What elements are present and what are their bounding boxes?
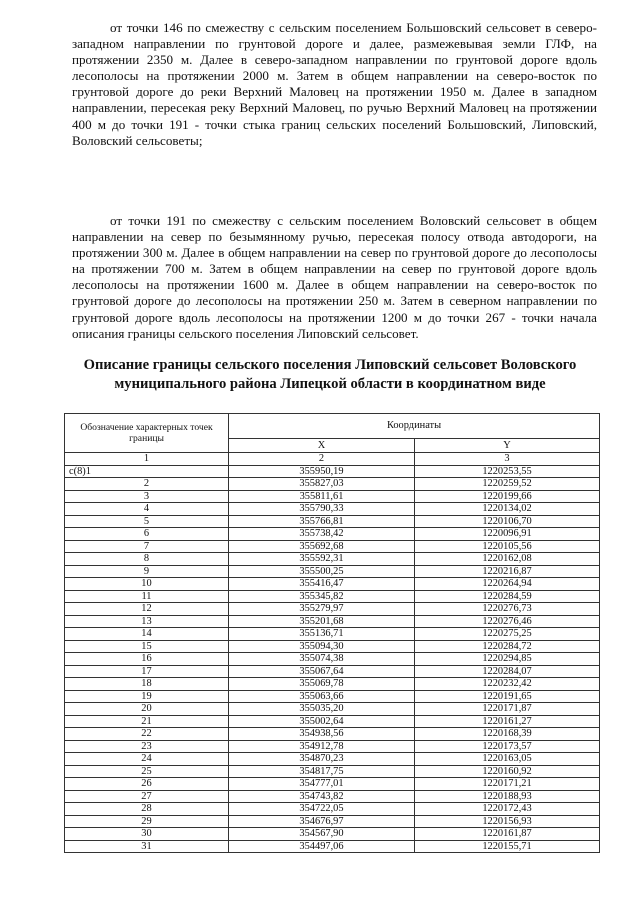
table-row bbox=[65, 690, 600, 703]
y-cell: 1220134,02 bbox=[415, 503, 600, 516]
point-cell: 26 bbox=[65, 778, 229, 791]
table-row bbox=[65, 790, 600, 803]
table-body bbox=[65, 465, 600, 853]
x-cell: 355827,03 bbox=[229, 478, 415, 491]
table-row bbox=[65, 490, 600, 503]
x-cell: 354497,06 bbox=[229, 840, 415, 853]
boundary-paragraph-1: от точки 146 по смежеству с сельским поселением Большовский сельсовет в северо-западном направлении по грунтовой дороге и далее, размежевывая земли ГЛФ, на протяжении 2350 м. Далее в северо-западном направлении по грунтовой дороге вдоль лесополосы на протяжении 2000 м. Затем в общем направлении на северо-восток по грунтовой дороге до реки Верхний Маловец на протяжении 1950 м. Далее в западном направлении, пересекая реку Верхний Маловец, по ручью Верхний Маловец на протяжении 400 м до точки 191 - точки стыка границ сельских поселений Большовский, Липовский, Воловский сельсоветы; bbox=[72, 20, 597, 148]
y-cell: 1220155,71 bbox=[415, 840, 600, 853]
table-row bbox=[65, 815, 600, 828]
coordinates-table bbox=[64, 413, 600, 853]
table-row bbox=[65, 753, 600, 766]
y-cell: 1220171,87 bbox=[415, 703, 600, 716]
x-cell: 355738,42 bbox=[229, 528, 415, 541]
x-cell: 354743,82 bbox=[229, 790, 415, 803]
point-designation-header: Обозначение характерных точек границы bbox=[65, 414, 229, 453]
point-cell: 27 bbox=[65, 790, 229, 803]
x-header: X bbox=[229, 439, 415, 453]
table-row bbox=[65, 465, 600, 478]
y-cell: 1220188,93 bbox=[415, 790, 600, 803]
heading-line-2: муниципального района Липецкой области в координатном виде bbox=[114, 376, 546, 392]
point-cell: 4 bbox=[65, 503, 229, 516]
x-cell: 355201,68 bbox=[229, 615, 415, 628]
x-cell: 355592,31 bbox=[229, 553, 415, 566]
y-cell: 1220161,87 bbox=[415, 828, 600, 841]
point-cell: 3 bbox=[65, 490, 229, 503]
y-header: Y bbox=[415, 439, 600, 453]
table-row bbox=[65, 740, 600, 753]
boundary-paragraph-2: от точки 191 по смежеству с сельским поселением Воловский сельсовет в общем направлении на север по безымянному ручью, пересекая полосу отвода автодороги, на протяжении 300 м. Далее в общем направлении на север по грунтовой дороге до лесополосы на протяжении 700 м. Затем в общем направлении на север по грунтовой дороге вдоль лесополосы на протяжении 1600 м. Далее в общем направлении на северо-восток по грунтовой дороге до лесополосы на протяжении 250 м. Затем в северном направлении по грунтовой дороге вдоль лесополосы на протяжении 1200 м до точки 267 - точки начала описания границы сельского поселения Липовский сельсовет. bbox=[72, 213, 597, 341]
y-cell: 1220105,56 bbox=[415, 540, 600, 553]
column-number-3: 3 bbox=[415, 453, 600, 466]
table-row bbox=[65, 665, 600, 678]
y-cell: 1220161,27 bbox=[415, 715, 600, 728]
point-cell: 28 bbox=[65, 803, 229, 816]
coordinates-heading bbox=[60, 356, 600, 394]
y-cell: 1220156,93 bbox=[415, 815, 600, 828]
table-row bbox=[65, 603, 600, 616]
x-cell: 354567,90 bbox=[229, 828, 415, 841]
x-cell: 354938,56 bbox=[229, 728, 415, 741]
table-row bbox=[65, 540, 600, 553]
table-row bbox=[65, 653, 600, 666]
point-cell: 17 bbox=[65, 665, 229, 678]
point-cell: 30 bbox=[65, 828, 229, 841]
y-cell: 1220163,05 bbox=[415, 753, 600, 766]
table-row bbox=[65, 515, 600, 528]
table-row bbox=[65, 478, 600, 491]
table-row bbox=[65, 703, 600, 716]
x-cell: 355067,64 bbox=[229, 665, 415, 678]
point-cell: 16 bbox=[65, 653, 229, 666]
x-cell: 355790,33 bbox=[229, 503, 415, 516]
x-cell: 354870,23 bbox=[229, 753, 415, 766]
point-cell: 21 bbox=[65, 715, 229, 728]
table-row bbox=[65, 640, 600, 653]
column-number-1: 1 bbox=[65, 453, 229, 466]
table-row bbox=[65, 553, 600, 566]
table-row bbox=[65, 615, 600, 628]
table-row bbox=[65, 503, 600, 516]
x-cell: 355094,30 bbox=[229, 640, 415, 653]
x-cell: 355069,78 bbox=[229, 678, 415, 691]
y-cell: 1220172,43 bbox=[415, 803, 600, 816]
table-row bbox=[65, 565, 600, 578]
y-cell: 1220096,91 bbox=[415, 528, 600, 541]
column-number-2: 2 bbox=[229, 453, 415, 466]
x-cell: 355074,38 bbox=[229, 653, 415, 666]
x-cell: 355035,20 bbox=[229, 703, 415, 716]
point-cell: 20 bbox=[65, 703, 229, 716]
table-row bbox=[65, 728, 600, 741]
point-cell: с(8)1 bbox=[65, 465, 229, 478]
point-cell: 5 bbox=[65, 515, 229, 528]
table-row bbox=[65, 715, 600, 728]
table-row bbox=[65, 765, 600, 778]
y-cell: 1220160,92 bbox=[415, 765, 600, 778]
coordinates-header: Координаты bbox=[229, 414, 600, 439]
point-cell: 31 bbox=[65, 840, 229, 853]
table-row bbox=[65, 803, 600, 816]
x-cell: 354912,78 bbox=[229, 740, 415, 753]
x-cell: 354817,75 bbox=[229, 765, 415, 778]
table-row bbox=[65, 528, 600, 541]
y-cell: 1220264,94 bbox=[415, 578, 600, 591]
y-cell: 1220173,57 bbox=[415, 740, 600, 753]
point-cell: 6 bbox=[65, 528, 229, 541]
y-cell: 1220191,65 bbox=[415, 690, 600, 703]
point-cell: 12 bbox=[65, 603, 229, 616]
y-cell: 1220232,42 bbox=[415, 678, 600, 691]
table-row bbox=[65, 840, 600, 853]
x-cell: 355811,61 bbox=[229, 490, 415, 503]
point-cell: 19 bbox=[65, 690, 229, 703]
y-cell: 1220284,72 bbox=[415, 640, 600, 653]
heading-line-1: Описание границы сельского поселения Липовский сельсовет Воловского bbox=[83, 357, 577, 373]
y-cell: 1220253,55 bbox=[415, 465, 600, 478]
point-cell: 15 bbox=[65, 640, 229, 653]
table-row bbox=[65, 590, 600, 603]
point-cell: 24 bbox=[65, 753, 229, 766]
x-cell: 354722,05 bbox=[229, 803, 415, 816]
table-row bbox=[65, 828, 600, 841]
y-cell: 1220168,39 bbox=[415, 728, 600, 741]
point-cell: 25 bbox=[65, 765, 229, 778]
y-cell: 1220259,52 bbox=[415, 478, 600, 491]
point-cell: 29 bbox=[65, 815, 229, 828]
x-cell: 355002,64 bbox=[229, 715, 415, 728]
table-row bbox=[65, 678, 600, 691]
point-cell: 11 bbox=[65, 590, 229, 603]
y-cell: 1220284,07 bbox=[415, 665, 600, 678]
point-cell: 7 bbox=[65, 540, 229, 553]
x-cell: 355766,81 bbox=[229, 515, 415, 528]
point-cell: 22 bbox=[65, 728, 229, 741]
point-cell: 2 bbox=[65, 478, 229, 491]
point-cell: 18 bbox=[65, 678, 229, 691]
table-row bbox=[65, 628, 600, 641]
y-cell: 1220276,46 bbox=[415, 615, 600, 628]
x-cell: 355500,25 bbox=[229, 565, 415, 578]
x-cell: 355950,19 bbox=[229, 465, 415, 478]
x-cell: 354777,01 bbox=[229, 778, 415, 791]
table-row bbox=[65, 778, 600, 791]
y-cell: 1220171,21 bbox=[415, 778, 600, 791]
x-cell: 355692,68 bbox=[229, 540, 415, 553]
x-cell: 354676,97 bbox=[229, 815, 415, 828]
x-cell: 355345,82 bbox=[229, 590, 415, 603]
point-cell: 23 bbox=[65, 740, 229, 753]
point-cell: 14 bbox=[65, 628, 229, 641]
x-cell: 355063,66 bbox=[229, 690, 415, 703]
point-cell: 10 bbox=[65, 578, 229, 591]
table-row bbox=[65, 578, 600, 591]
y-cell: 1220199,66 bbox=[415, 490, 600, 503]
y-cell: 1220284,59 bbox=[415, 590, 600, 603]
y-cell: 1220162,08 bbox=[415, 553, 600, 566]
y-cell: 1220275,25 bbox=[415, 628, 600, 641]
y-cell: 1220276,73 bbox=[415, 603, 600, 616]
y-cell: 1220294,85 bbox=[415, 653, 600, 666]
point-cell: 8 bbox=[65, 553, 229, 566]
point-cell: 13 bbox=[65, 615, 229, 628]
x-cell: 355136,71 bbox=[229, 628, 415, 641]
y-cell: 1220216,87 bbox=[415, 565, 600, 578]
x-cell: 355416,47 bbox=[229, 578, 415, 591]
y-cell: 1220106,70 bbox=[415, 515, 600, 528]
x-cell: 355279,97 bbox=[229, 603, 415, 616]
point-cell: 9 bbox=[65, 565, 229, 578]
